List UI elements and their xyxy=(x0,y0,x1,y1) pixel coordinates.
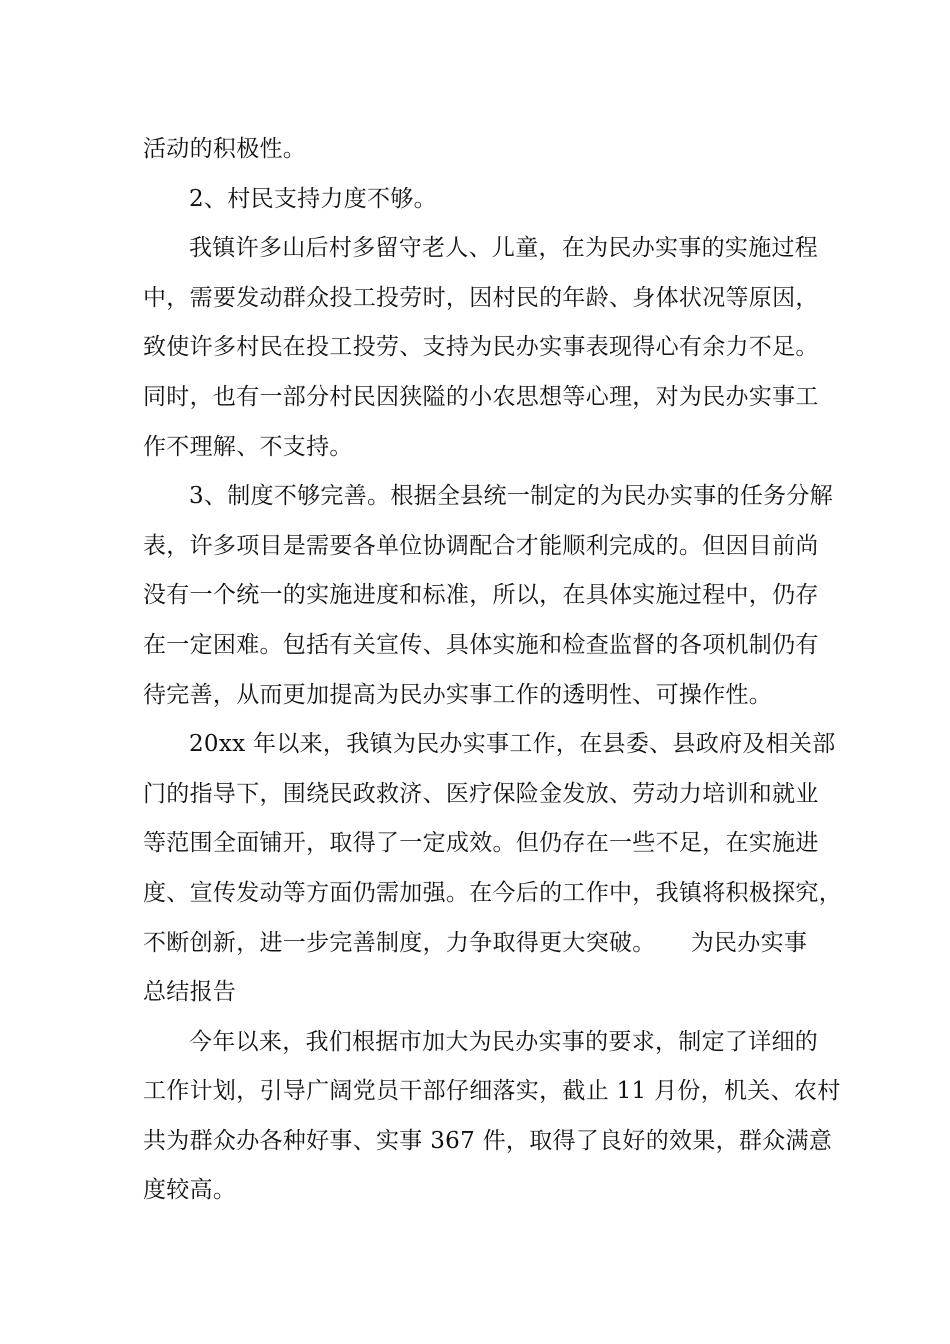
paragraph-continuation xyxy=(143,125,811,175)
text-line: 在一定困难。包括有关宣传、具体实施和检查监督的各项机制仍有 xyxy=(143,631,819,658)
text-line: 工作计划，引导广阔党员干部仔细落实，截止 11 月份，机关、农村 xyxy=(143,1078,841,1105)
paragraph-villager-support xyxy=(143,224,819,274)
paragraph-system-imperfect xyxy=(143,472,834,522)
text-line: 等范围全面铺开，取得了一定成效。但仍存在一些不足，在实施进 xyxy=(143,830,819,857)
text-line: 总结报告 xyxy=(143,979,237,1006)
text-line: 20xx 年以来，我镇为民办实事工作，在县委、县政府及相关部 xyxy=(189,731,836,758)
text-line: 2、村民支持力度不够。 xyxy=(189,185,437,212)
text-line: 致使许多村民在投工投劳、支持为民办实事表现得心有余力不足。 xyxy=(143,334,819,361)
text-line: 中，需要发动群众投工投劳时，因村民的年龄、身体状况等原因， xyxy=(143,284,819,311)
section-heading-2 xyxy=(143,175,811,225)
text-line: 不断创新，进一步完善制度，力争取得更大突破。 为民办实事 xyxy=(143,929,808,956)
document-body xyxy=(143,125,842,1216)
paragraph-report-intro xyxy=(143,1018,819,1068)
text-line: 度、宣传发动等方面仍需加强。在今后的工作中，我镇将积极探究， xyxy=(143,879,842,906)
paragraph-system-imperfect-cont xyxy=(143,522,819,720)
text-line: 作不理解、不支持。 xyxy=(143,433,353,460)
text-line: 3、制度不够完善。根据全县统一制定的为民办实事的任务分解 xyxy=(189,483,834,510)
text-line: 没有一个统一的实施进度和标准，所以，在具体实施过程中，仍存 xyxy=(143,582,819,609)
text-line: 待完善，从而更加提高为民办实事工作的透明性、可操作性。 xyxy=(143,681,773,708)
paragraph-villager-support-cont xyxy=(143,274,819,472)
paragraph-report-intro-cont xyxy=(143,1067,841,1216)
paragraph-summary xyxy=(143,720,836,770)
text-line: 门的指导下，围绕民政救济、医疗保险金发放、劳动力培训和就业 xyxy=(143,780,819,807)
paragraph-summary-cont xyxy=(143,770,842,1018)
text-line: 同时，也有一部分村民因狭隘的小农思想等心理，对为民办实事工 xyxy=(143,383,819,410)
text-line: 今年以来，我们根据市加大为民办实事的要求，制定了详细的 xyxy=(189,1028,819,1055)
text-line: 共为群众办各种好事、实事 367 件，取得了良好的效果，群众满意 xyxy=(143,1127,833,1154)
text-line: 表，许多项目是需要各单位协调配合才能顺利完成的。但因目前尚 xyxy=(143,532,819,559)
text-line: 度较高。 xyxy=(143,1177,237,1204)
text-line: 我镇许多山后村多留守老人、儿童，在为民办实事的实施过程 xyxy=(189,235,819,262)
text-line: 活动的积极性。 xyxy=(143,136,307,162)
